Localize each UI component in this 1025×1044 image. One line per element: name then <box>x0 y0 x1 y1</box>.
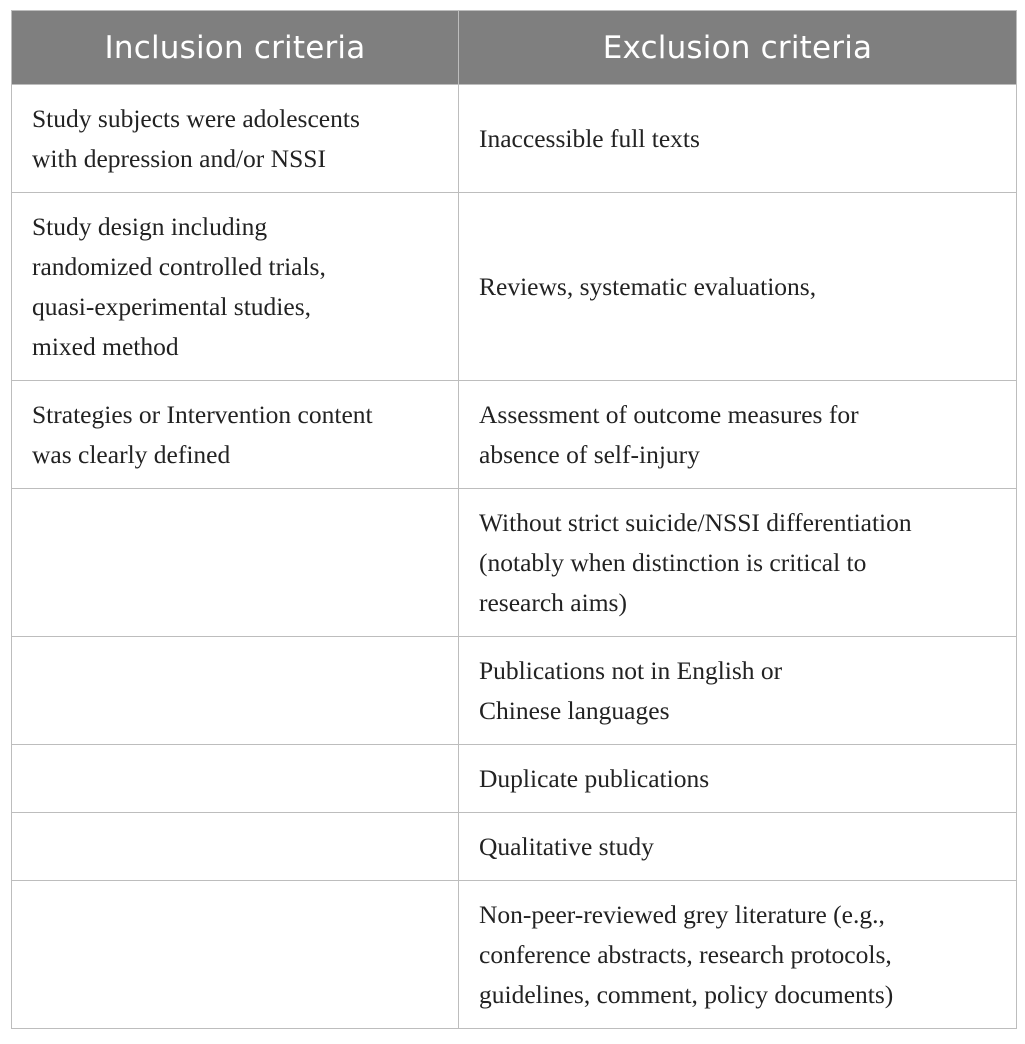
table-row <box>12 745 1017 813</box>
cell-line: mixed method <box>32 331 179 361</box>
cell-line: Qualitative study <box>479 831 654 861</box>
table-row <box>12 489 1017 637</box>
inclusion-cell-empty <box>12 745 459 813</box>
cell-line: Strategies or Intervention content <box>32 399 373 429</box>
inclusion-cell <box>12 193 459 381</box>
cell-line: research aims) <box>479 587 627 617</box>
exclusion-cell <box>459 637 1017 745</box>
table-row <box>12 85 1017 193</box>
cell-line: randomized controlled trials, <box>32 251 326 281</box>
cell-line: Without strict suicide/NSSI differentiation <box>479 507 912 537</box>
cell-line: Study subjects were adolescents <box>32 103 360 133</box>
cell-line: (notably when distinction is critical to <box>479 547 867 577</box>
inclusion-cell-empty <box>12 813 459 881</box>
exclusion-cell <box>459 745 1017 813</box>
cell-line: Assessment of outcome measures for <box>479 399 859 429</box>
table-row <box>12 193 1017 381</box>
cell-line: Duplicate publications <box>479 763 710 793</box>
exclusion-cell <box>459 813 1017 881</box>
inclusion-cell-empty <box>12 637 459 745</box>
exclusion-cell <box>459 85 1017 193</box>
cell-line: Inaccessible full texts <box>479 123 700 153</box>
inclusion-cell-empty <box>12 489 459 637</box>
criteria-table-container <box>11 10 1016 1029</box>
exclusion-cell <box>459 489 1017 637</box>
exclusion-cell <box>459 381 1017 489</box>
header-inclusion: Inclusion criteria <box>12 11 459 85</box>
inclusion-cell <box>12 381 459 489</box>
exclusion-cell <box>459 193 1017 381</box>
cell-line: with depression and/or NSSI <box>32 143 326 173</box>
criteria-table <box>11 10 1017 1029</box>
table-row <box>12 813 1017 881</box>
cell-line: Publications not in English or <box>479 655 783 685</box>
cell-line: Chinese languages <box>479 695 670 725</box>
inclusion-cell-empty <box>12 881 459 1029</box>
cell-line: quasi-experimental studies, <box>32 291 312 321</box>
header-exclusion: Exclusion criteria <box>459 11 1017 85</box>
inclusion-cell <box>12 85 459 193</box>
cell-line: absence of self-injury <box>479 439 700 469</box>
exclusion-cell <box>459 881 1017 1029</box>
cell-line: was clearly defined <box>32 439 231 469</box>
cell-line: Non-peer-reviewed grey literature (e.g., <box>479 899 885 929</box>
cell-line: guidelines, comment, policy documents) <box>479 979 894 1009</box>
table-row <box>12 381 1017 489</box>
cell-line: conference abstracts, research protocols, <box>479 939 892 969</box>
table-row <box>12 637 1017 745</box>
header-row <box>12 11 1017 85</box>
cell-line: Study design including <box>32 211 268 241</box>
table-row <box>12 881 1017 1029</box>
cell-line: Reviews, systematic evaluations, <box>479 271 817 301</box>
